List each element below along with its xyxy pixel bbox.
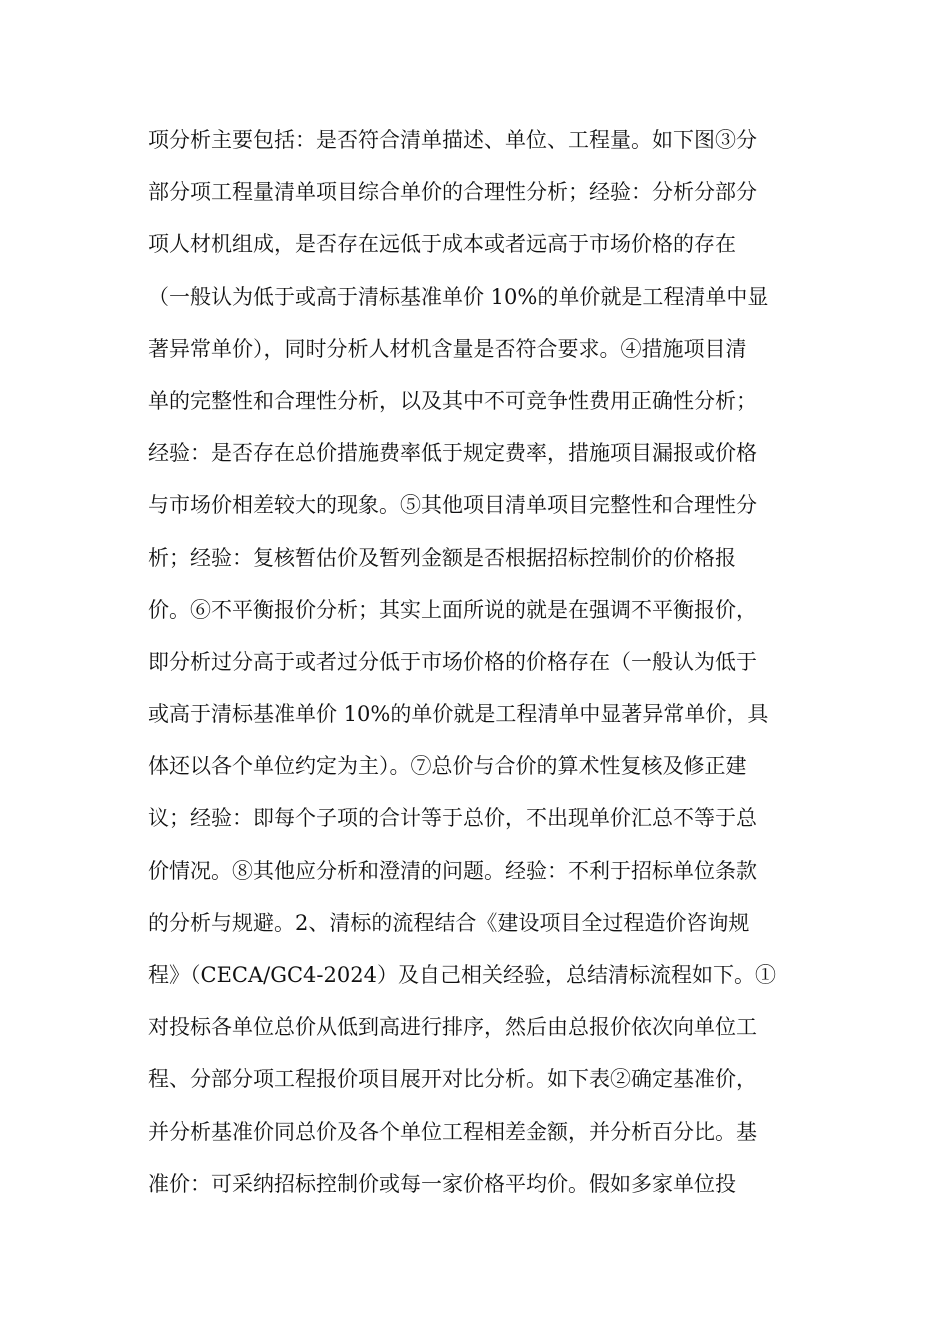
text-line: 部分项工程量清单项目综合单价的合理性分析；经验：分析分部分	[148, 180, 757, 205]
text-line: 的分析与规避。2、清标的流程结合《建设项目全过程造价咨询规	[148, 910, 750, 935]
text-line: 析；经验：复核暂估价及暂列金额是否根据招标控制价的价格报	[148, 545, 736, 570]
text-line: 准价：可采纳招标控制价或每一家价格平均价。假如多家单位投	[148, 1171, 736, 1196]
text-line: 单的完整性和合理性分析，以及其中不可竞争性费用正确性分析；	[148, 388, 757, 413]
text-line: 对投标各单位总价从低到高进行排序，然后由总报价依次向单位工	[148, 1015, 757, 1040]
text-line: 程、分部分项工程报价项目展开对比分析。如下表②确定基准价，	[148, 1067, 757, 1092]
text-line: 项人材机组成，是否存在远低于成本或者远高于市场价格的存在	[148, 232, 736, 257]
text-line: 或高于清标基准单价 10%的单价就是工程清单中显著异常单价，具	[148, 702, 769, 727]
body-text	[148, 114, 808, 1210]
text-line: （一般认为低于或高于清标基准单价 10%的单价就是工程清单中显	[148, 284, 769, 309]
text-line: 价情况。⑧其他应分析和澄清的问题。经验：不利于招标单位条款	[148, 858, 757, 883]
text-line: 著异常单价），同时分析人材机含量是否符合要求。④措施项目清	[148, 336, 747, 361]
text-line: 项分析主要包括：是否符合清单描述、单位、工程量。如下图③分	[148, 128, 757, 152]
text-line: 即分析过分高于或者过分低于市场价格的价格存在（一般认为低于	[148, 649, 757, 674]
text-line: 体还以各个单位约定为主）。⑦总价与合价的算术性复核及修正建	[148, 754, 747, 779]
text-line: 经验：是否存在总价措施费率低于规定费率，措施项目漏报或价格	[148, 441, 757, 466]
text-line: 议；经验：即每个子项的合计等于总价，不出现单价汇总不等于总	[148, 806, 757, 831]
text-line: 与市场价相差较大的现象。⑤其他项目清单项目完整性和合理性分	[148, 493, 757, 518]
text-line: 并分析基准价同总价及各个单位工程相差金额，并分析百分比。基	[148, 1119, 757, 1144]
text-line: 价。⑥不平衡报价分析；其实上面所说的就是在强调不平衡报价，	[148, 597, 757, 622]
text-line: 程》（CECA/GC4-2024）及自己相关经验，总结清标流程如下。①	[148, 963, 776, 987]
